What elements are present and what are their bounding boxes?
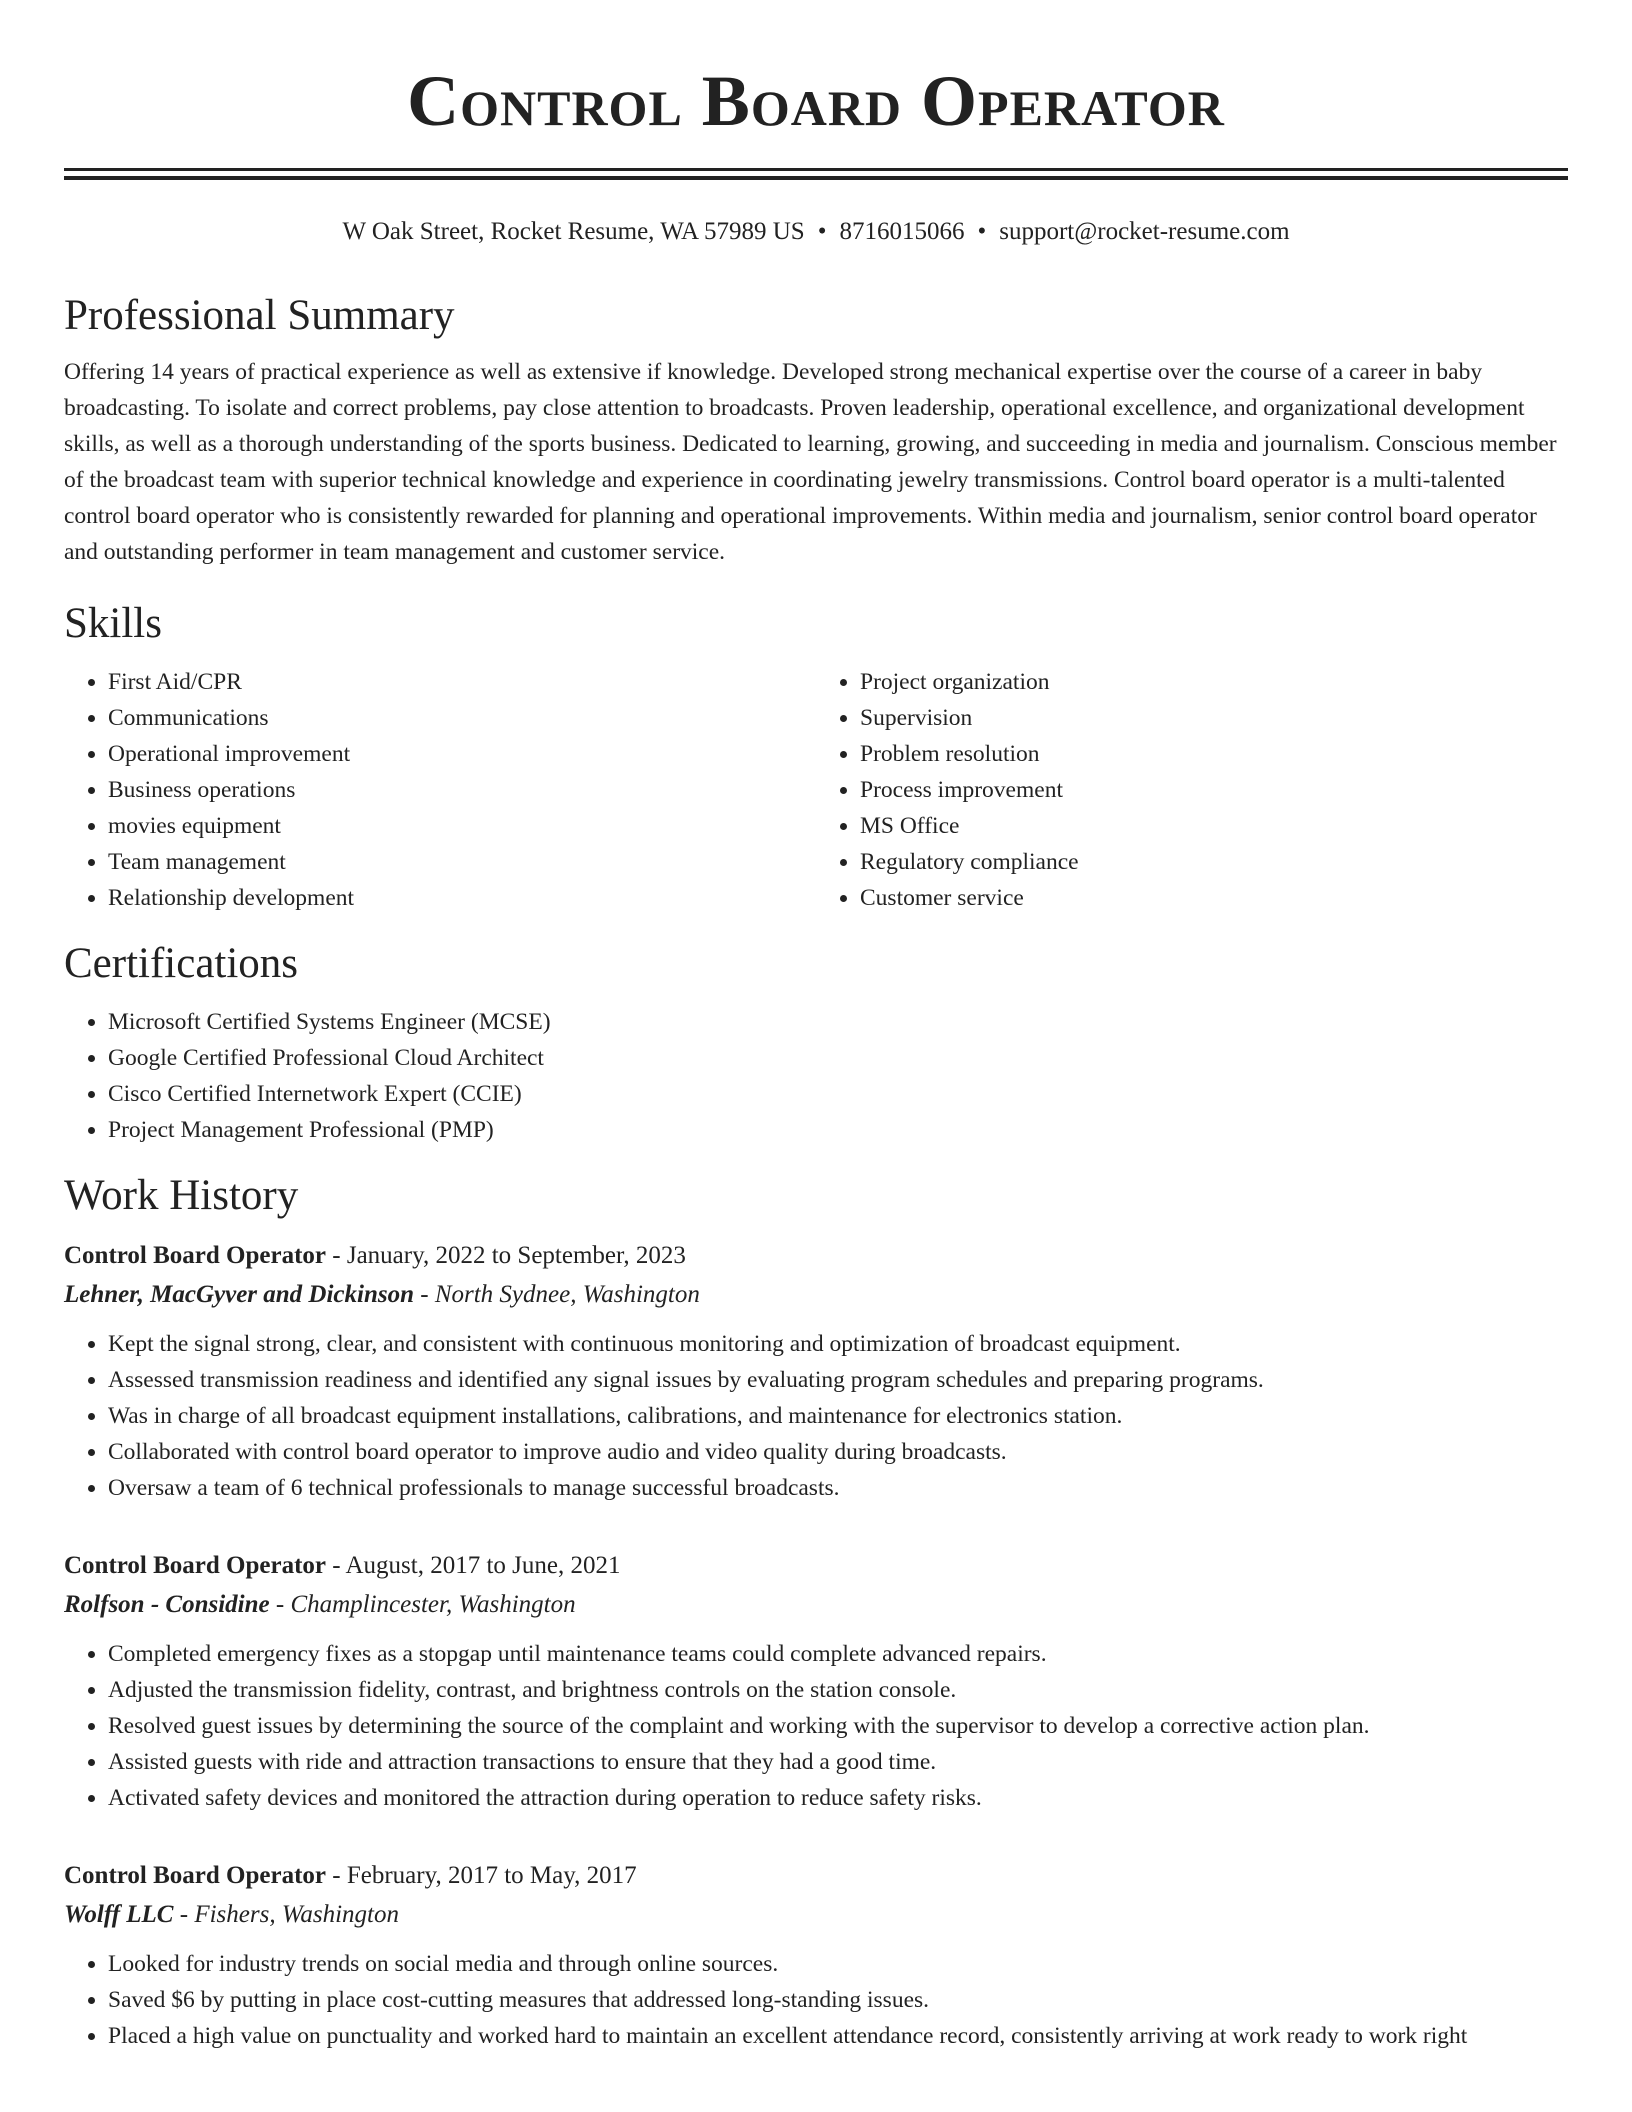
- certifications-list: [64, 1004, 1568, 1148]
- job-duty: • Was in charge of all broadcast equipment installations, calibrations, and maintenance for electronics station.: [108, 1398, 1568, 1434]
- job-dates: August, 2017 to June, 2021: [345, 1552, 621, 1579]
- work-history-section: [64, 1170, 1568, 2054]
- job-title: Control Board Operator: [64, 1242, 327, 1269]
- contact-phone: 8716015066: [839, 218, 965, 245]
- job-company: Rolfson - Considine: [64, 1591, 270, 1618]
- job-dates: January, 2022 to September, 2023: [346, 1242, 686, 1269]
- job-entry: [64, 1856, 1568, 2054]
- contact-separator: •: [977, 218, 987, 245]
- summary-heading: Professional Summary: [64, 292, 455, 339]
- job-duty: • Assessed transmission readiness and identified any signal issues by evaluating program schedules and preparing programs.: [108, 1362, 1568, 1398]
- certification-item: • Cisco Certified Internetwork Expert (CCIE): [108, 1076, 1568, 1112]
- job-header: [64, 1236, 1568, 1276]
- skill-item: • Business operations: [108, 772, 816, 808]
- job-duties-list: [64, 1636, 1568, 1816]
- skill-item: • movies equipment: [108, 808, 816, 844]
- job-title: Control Board Operator: [64, 1552, 327, 1579]
- job-header: [64, 1546, 1568, 1586]
- summary-text: Offering 14 years of practical experience as well as extensive if knowledge. Developed strong mechanical expertise over the course of a career in baby broadcasting. To isolate and correct problems, pay close attention to broadcasts. Proven leadership, operational excellence, and organizational development skills, as well as a thorough understanding of the sports business. Dedicated to learning, growing, and succeeding in media and journalism. Conscious member of the broadcast team with superior technical knowledge and experience in coordinating jewelry transmissions. Control board operator is a multi-talented control board operator who is consistently rewarded for planning and operational improvements. Within media and journalism, senior control board operator and outstanding performer in team management and customer service.: [64, 359, 1557, 565]
- skill-item: • Problem resolution: [860, 736, 1568, 772]
- job-duty: • Oversaw a team of 6 technical professionals to manage successful broadcasts.: [108, 1470, 1568, 1506]
- job-location: Champlincester, Washington: [290, 1591, 576, 1618]
- summary-section: [64, 290, 1568, 570]
- certification-item: • Project Management Professional (PMP): [108, 1112, 1568, 1148]
- job-duty: • Activated safety devices and monitored the attraction during operation to reduce safety risks.: [108, 1780, 1568, 1816]
- header-divider: [64, 168, 1568, 180]
- job-employer-line: [64, 1896, 1568, 1934]
- skill-item: • Operational improvement: [108, 736, 816, 772]
- job-duty: • Completed emergency fixes as a stopgap until maintenance teams could complete advanced repairs.: [108, 1636, 1568, 1672]
- skill-item: • Regulatory compliance: [860, 844, 1568, 880]
- job-header: [64, 1856, 1568, 1896]
- job-company: Lehner, MacGyver and Dickinson: [64, 1281, 414, 1308]
- certifications-section: [64, 938, 1568, 1148]
- skill-item: • First Aid/CPR: [108, 664, 816, 700]
- job-company: Wolff LLC: [64, 1901, 174, 1928]
- certification-item: • Microsoft Certified Systems Engineer (MCSE): [108, 1004, 1568, 1040]
- skill-item: • Process improvement: [860, 772, 1568, 808]
- skill-item: • MS Office: [860, 808, 1568, 844]
- skill-item: • Project organization: [860, 664, 1568, 700]
- skill-item: • Relationship development: [108, 880, 816, 916]
- contact-separator: •: [817, 218, 827, 245]
- skill-item: • Communications: [108, 700, 816, 736]
- skills-heading: Skills: [64, 600, 162, 647]
- contact-line: [64, 216, 1568, 248]
- certifications-heading: Certifications: [64, 940, 299, 987]
- job-location: North Sydnee, Washington: [434, 1281, 700, 1308]
- skill-item: • Team management: [108, 844, 816, 880]
- job-duty: • Placed a high value on punctuality and worked hard to maintain an excellent attendance record, consistently arriving at work ready to work right: [108, 2018, 1568, 2054]
- job-dash: -: [414, 1281, 435, 1308]
- contact-address: W Oak Street, Rocket Resume, WA 57989 US: [342, 218, 805, 245]
- job-duty: • Looked for industry trends on social media and through online sources.: [108, 1946, 1568, 1982]
- contact-email: support@rocket-resume.com: [999, 218, 1290, 245]
- job-duty: • Collaborated with control board operator to improve audio and video quality during broadcasts.: [108, 1434, 1568, 1470]
- job-dates: February, 2017 to May, 2017: [346, 1862, 637, 1889]
- skills-section: [64, 598, 1568, 916]
- job-duty: • Adjusted the transmission fidelity, contrast, and brightness controls on the station console.: [108, 1672, 1568, 1708]
- job-dash: -: [326, 1862, 347, 1889]
- skills-columns: [64, 664, 1568, 916]
- certification-item: • Google Certified Professional Cloud Architect: [108, 1040, 1568, 1076]
- job-dash: -: [326, 1242, 347, 1269]
- job-dash: -: [173, 1901, 195, 1928]
- job-dash: -: [326, 1552, 346, 1579]
- skill-item: • Supervision: [860, 700, 1568, 736]
- job-location: Fishers, Washington: [194, 1901, 399, 1928]
- job-duty: • Kept the signal strong, clear, and consistent with continuous monitoring and optimization of broadcast equipment.: [108, 1326, 1568, 1362]
- work-history-heading: Work History: [64, 1172, 299, 1219]
- job-title: Control Board Operator: [64, 1862, 327, 1889]
- job-employer-line: [64, 1586, 1568, 1624]
- skills-list-right: [816, 664, 1568, 916]
- job-entry: [64, 1236, 1568, 1506]
- job-duty: • Assisted guests with ride and attraction transactions to ensure that they had a good time.: [108, 1744, 1568, 1780]
- job-duties-list: [64, 1326, 1568, 1506]
- skills-list-left: [64, 664, 816, 916]
- job-duty: • Saved $6 by putting in place cost-cutting measures that addressed long-standing issues.: [108, 1982, 1568, 2018]
- job-dash: -: [269, 1591, 291, 1618]
- job-entry: [64, 1546, 1568, 1816]
- job-employer-line: [64, 1276, 1568, 1314]
- skill-item: • Customer service: [860, 880, 1568, 916]
- resume-name: Control Board Operator: [407, 61, 1225, 141]
- job-duty: • Resolved guest issues by determining the source of the complaint and working with the supervisor to develop a corrective action plan.: [108, 1708, 1568, 1744]
- job-duties-list: [64, 1946, 1568, 2054]
